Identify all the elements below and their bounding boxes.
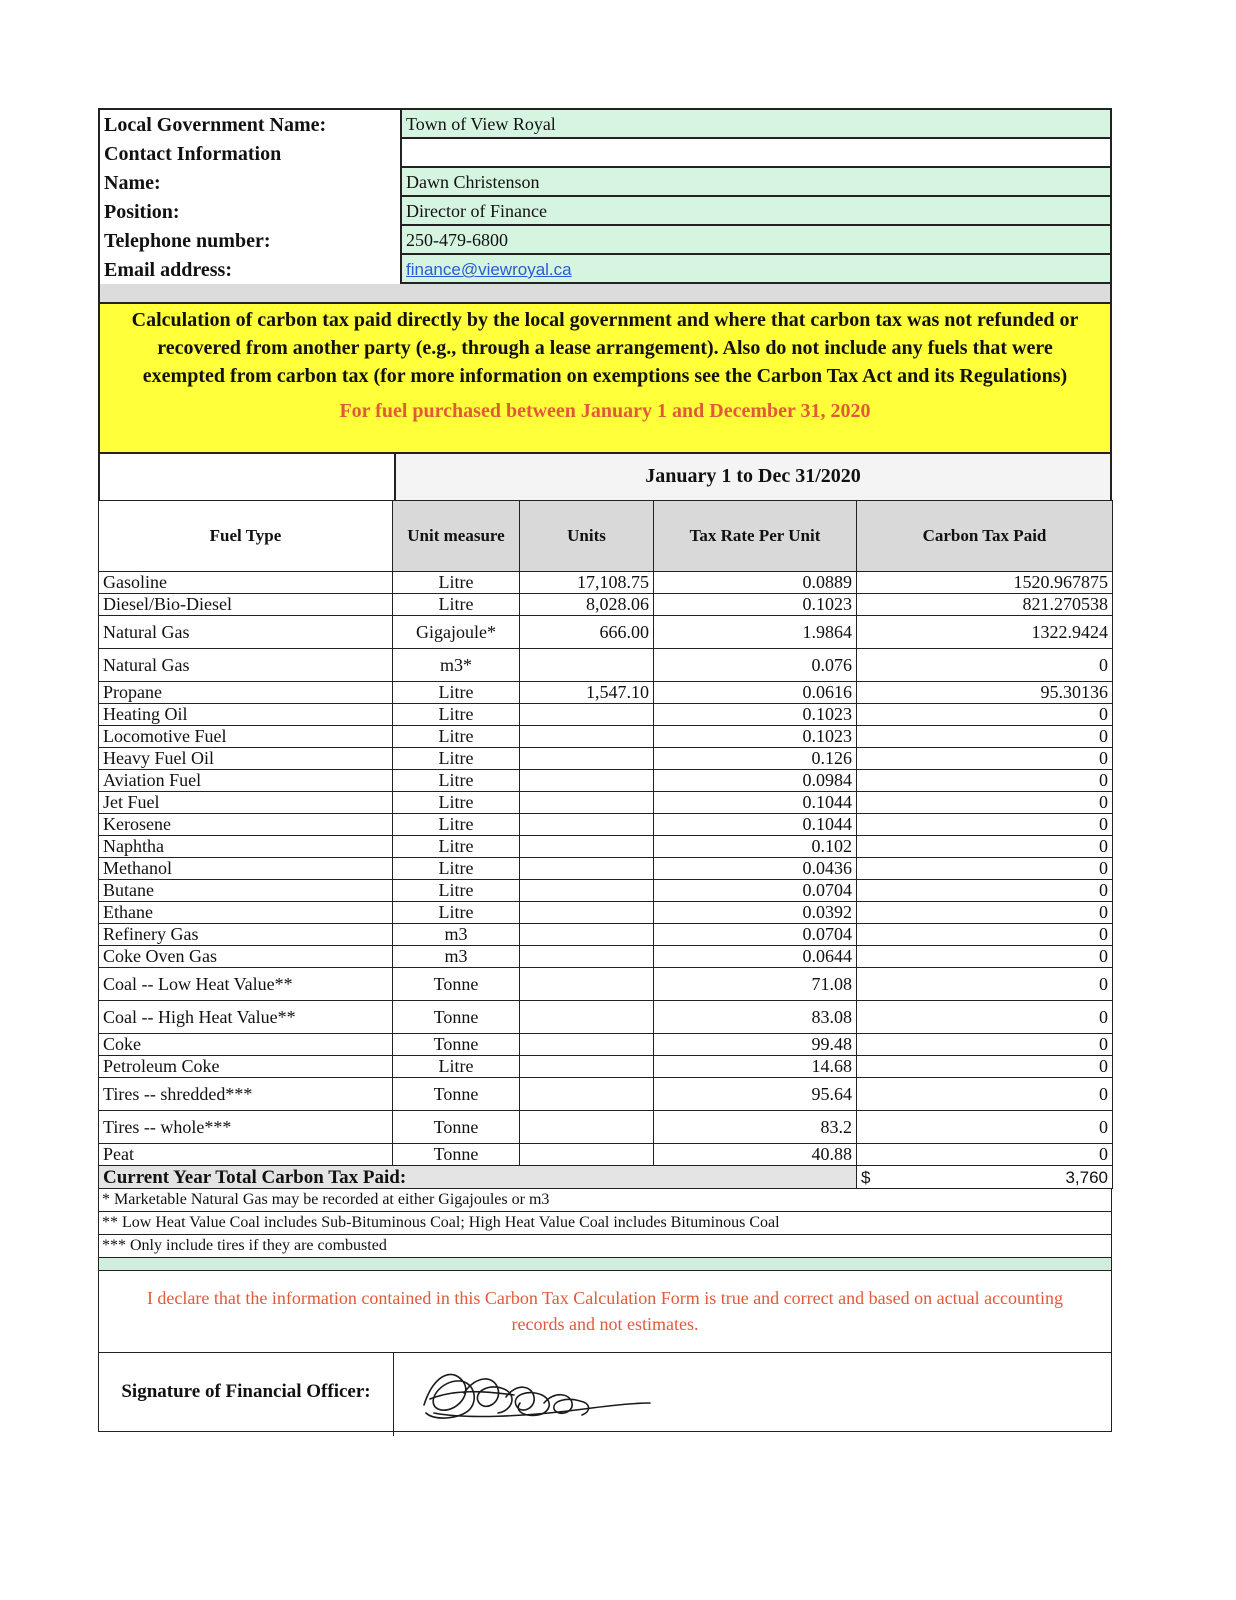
unit-measure-cell: Litre xyxy=(393,594,520,616)
unit-measure-cell: Gigajoule* xyxy=(393,616,520,649)
units-cell xyxy=(520,836,654,858)
table-row xyxy=(99,748,1113,770)
table-row xyxy=(99,726,1113,748)
total-row xyxy=(99,1166,1113,1189)
tax-rate-cell: 0.1044 xyxy=(654,792,857,814)
fuel-type-cell: Coke Oven Gas xyxy=(99,946,393,968)
fuel-type-cell: Kerosene xyxy=(99,814,393,836)
units-cell xyxy=(520,968,654,1001)
table-row xyxy=(99,946,1113,968)
units-cell xyxy=(520,792,654,814)
fuel-type-cell: Heavy Fuel Oil xyxy=(99,748,393,770)
fuel-type-cell: Jet Fuel xyxy=(99,792,393,814)
unit-measure-cell: m3* xyxy=(393,649,520,682)
tax-rate-cell: 0.1023 xyxy=(654,704,857,726)
fuel-type-cell: Locomotive Fuel xyxy=(99,726,393,748)
table-row xyxy=(99,902,1113,924)
units-cell xyxy=(520,1056,654,1078)
unit-measure-cell: Litre xyxy=(393,836,520,858)
fuel-type-cell: Tires -- whole*** xyxy=(99,1111,393,1144)
fuel-table-body xyxy=(99,572,1113,1166)
col-units: Units xyxy=(520,501,654,572)
unit-measure-cell: Tonne xyxy=(393,1078,520,1111)
units-cell xyxy=(520,1034,654,1056)
tax-rate-cell: 83.2 xyxy=(654,1111,857,1144)
fuel-type-cell: Gasoline xyxy=(99,572,393,594)
units-cell xyxy=(520,858,654,880)
email-label: Email address: xyxy=(104,259,232,281)
carbon-tax-cell: 0 xyxy=(857,704,1113,726)
tax-rate-cell: 1.9864 xyxy=(654,616,857,649)
units-cell xyxy=(520,649,654,682)
contact-information-label: Contact Information xyxy=(104,143,282,165)
carbon-tax-cell: 821.270538 xyxy=(857,594,1113,616)
col-tax-rate: Tax Rate Per Unit xyxy=(654,501,857,572)
telephone-value: 250-479-6800 xyxy=(400,226,1110,255)
signature-area xyxy=(393,1353,1111,1436)
table-header-row xyxy=(99,501,1113,572)
fuel-type-cell: Naphtha xyxy=(99,836,393,858)
declaration-text: I declare that the information contained in this Carbon Tax Calculation Form is true and correct and based on actual accounting records and not estimates. xyxy=(98,1271,1112,1353)
table-row xyxy=(99,968,1113,1001)
tax-rate-cell: 0.0616 xyxy=(654,682,857,704)
tax-rate-cell: 0.0889 xyxy=(654,572,857,594)
tax-rate-cell: 0.0392 xyxy=(654,902,857,924)
carbon-tax-cell: 0 xyxy=(857,1056,1113,1078)
carbon-tax-cell: 0 xyxy=(857,649,1113,682)
notice-text: Calculation of carbon tax paid directly by the local government and where that carbon tax was not refunded or recovered from another party (e.g., through a lease arrangement). Also do not include any fuels that were exempted from carbon tax (for more information on exemptions see the Carbon Tax Act and its Regulations) xyxy=(131,309,1079,387)
units-cell xyxy=(520,902,654,924)
tax-rate-cell: 40.88 xyxy=(654,1144,857,1166)
carbon-tax-cell: 0 xyxy=(857,880,1113,902)
carbon-tax-cell: 0 xyxy=(857,748,1113,770)
carbon-tax-cell: 0 xyxy=(857,792,1113,814)
email-link[interactable]: finance@viewroyal.ca xyxy=(406,260,572,279)
units-cell xyxy=(520,946,654,968)
footnote-natural-gas: * Marketable Natural Gas may be recorded at either Gigajoules or m3 xyxy=(98,1189,1112,1212)
units-cell xyxy=(520,880,654,902)
units-cell xyxy=(520,704,654,726)
period-note: For fuel purchased between January 1 and December 31, 2020 xyxy=(339,400,871,422)
period-header-blank xyxy=(100,454,394,500)
carbon-tax-cell: 0 xyxy=(857,902,1113,924)
separator-bar xyxy=(98,284,1112,302)
unit-measure-cell: Litre xyxy=(393,858,520,880)
unit-measure-cell: Tonne xyxy=(393,1001,520,1034)
units-cell xyxy=(520,924,654,946)
units-cell xyxy=(520,1144,654,1166)
table-row xyxy=(99,594,1113,616)
unit-measure-cell: Litre xyxy=(393,748,520,770)
unit-measure-cell: Litre xyxy=(393,814,520,836)
table-row xyxy=(99,704,1113,726)
units-cell xyxy=(520,770,654,792)
fuel-type-cell: Natural Gas xyxy=(99,649,393,682)
telephone-label: Telephone number: xyxy=(104,230,271,252)
table-row xyxy=(99,770,1113,792)
signature-row xyxy=(98,1353,1112,1432)
unit-measure-cell: Litre xyxy=(393,726,520,748)
tax-rate-cell: 0.1023 xyxy=(654,594,857,616)
tax-rate-cell: 0.0436 xyxy=(654,858,857,880)
table-row xyxy=(99,1056,1113,1078)
contact-info-block xyxy=(98,108,1112,284)
tax-rate-cell: 0.0704 xyxy=(654,924,857,946)
signature-label: Signature of Financial Officer: xyxy=(121,1381,371,1402)
table-row xyxy=(99,836,1113,858)
tax-rate-cell: 0.102 xyxy=(654,836,857,858)
carbon-tax-cell: 0 xyxy=(857,924,1113,946)
unit-measure-cell: Tonne xyxy=(393,1111,520,1144)
tax-rate-cell: 14.68 xyxy=(654,1056,857,1078)
fuel-type-cell: Ethane xyxy=(99,902,393,924)
table-row xyxy=(99,1001,1113,1034)
units-cell xyxy=(520,1078,654,1111)
tax-rate-cell: 0.1044 xyxy=(654,814,857,836)
table-row xyxy=(99,792,1113,814)
table-row xyxy=(99,924,1113,946)
units-cell: 17,108.75 xyxy=(520,572,654,594)
footnotes xyxy=(98,1189,1112,1258)
carbon-tax-cell: 0 xyxy=(857,726,1113,748)
carbon-tax-form xyxy=(98,108,1112,1432)
fuel-type-cell: Butane xyxy=(99,880,393,902)
col-carbon-tax: Carbon Tax Paid xyxy=(857,501,1113,572)
handwritten-signature xyxy=(394,1353,694,1431)
table-row xyxy=(99,1144,1113,1166)
fuel-type-cell: Tires -- shredded*** xyxy=(99,1078,393,1111)
unit-measure-cell: Litre xyxy=(393,572,520,594)
fuel-type-cell: Aviation Fuel xyxy=(99,770,393,792)
table-row xyxy=(99,814,1113,836)
period-header-row xyxy=(98,454,1112,500)
fuel-type-cell: Natural Gas xyxy=(99,616,393,649)
contact-information-value xyxy=(400,139,1110,168)
table-row xyxy=(99,1034,1113,1056)
tax-rate-cell: 0.076 xyxy=(654,649,857,682)
local-government-label: Local Government Name: xyxy=(104,114,327,136)
fuel-type-cell: Methanol xyxy=(99,858,393,880)
table-row xyxy=(99,880,1113,902)
unit-measure-cell: Litre xyxy=(393,1056,520,1078)
footnote-coal: ** Low Heat Value Coal includes Sub-Bituminous Coal; High Heat Value Coal includes Bituminous Coal xyxy=(98,1212,1112,1235)
unit-measure-cell: m3 xyxy=(393,946,520,968)
tax-rate-cell: 83.08 xyxy=(654,1001,857,1034)
fuel-type-cell: Propane xyxy=(99,682,393,704)
carbon-tax-cell: 0 xyxy=(857,946,1113,968)
local-government-value: Town of View Royal xyxy=(400,110,1110,139)
tax-rate-cell: 0.0704 xyxy=(654,880,857,902)
fuel-type-cell: Coke xyxy=(99,1034,393,1056)
unit-measure-cell: Litre xyxy=(393,792,520,814)
unit-measure-cell: Tonne xyxy=(393,968,520,1001)
tax-rate-cell: 0.126 xyxy=(654,748,857,770)
carbon-tax-cell: 1322.9424 xyxy=(857,616,1113,649)
total-amount: 3,760 xyxy=(1065,1167,1108,1187)
notice-box xyxy=(98,302,1112,454)
fuel-type-cell: Coal -- Low Heat Value** xyxy=(99,968,393,1001)
unit-measure-cell: Litre xyxy=(393,704,520,726)
col-unit-measure: Unit measure xyxy=(393,501,520,572)
unit-measure-cell: Tonne xyxy=(393,1034,520,1056)
carbon-tax-cell: 0 xyxy=(857,1078,1113,1111)
units-cell: 666.00 xyxy=(520,616,654,649)
units-cell: 1,547.10 xyxy=(520,682,654,704)
position-value: Director of Finance xyxy=(400,197,1110,226)
fuel-type-cell: Diesel/Bio-Diesel xyxy=(99,594,393,616)
tax-rate-cell: 0.0984 xyxy=(654,770,857,792)
carbon-tax-cell: 0 xyxy=(857,1111,1113,1144)
tax-rate-cell: 0.0644 xyxy=(654,946,857,968)
position-label: Position: xyxy=(104,201,180,223)
fuel-type-cell: Heating Oil xyxy=(99,704,393,726)
name-label: Name: xyxy=(104,172,161,194)
name-value: Dawn Christenson xyxy=(400,168,1110,197)
table-row xyxy=(99,1078,1113,1111)
fuel-table xyxy=(98,500,1113,1189)
fuel-type-cell: Coal -- High Heat Value** xyxy=(99,1001,393,1034)
tax-rate-cell: 95.64 xyxy=(654,1078,857,1111)
carbon-tax-cell: 0 xyxy=(857,858,1113,880)
units-cell xyxy=(520,1001,654,1034)
table-row xyxy=(99,616,1113,649)
total-currency: $ xyxy=(861,1167,871,1187)
table-row xyxy=(99,682,1113,704)
tax-rate-cell: 99.48 xyxy=(654,1034,857,1056)
fuel-type-cell: Peat xyxy=(99,1144,393,1166)
tax-rate-cell: 0.1023 xyxy=(654,726,857,748)
carbon-tax-cell: 0 xyxy=(857,968,1113,1001)
fuel-type-cell: Petroleum Coke xyxy=(99,1056,393,1078)
green-separator xyxy=(98,1258,1112,1271)
carbon-tax-cell: 0 xyxy=(857,836,1113,858)
unit-measure-cell: Litre xyxy=(393,770,520,792)
period-header: January 1 to Dec 31/2020 xyxy=(394,454,1110,500)
carbon-tax-cell: 0 xyxy=(857,1001,1113,1034)
unit-measure-cell: m3 xyxy=(393,924,520,946)
carbon-tax-cell: 1520.967875 xyxy=(857,572,1113,594)
table-row xyxy=(99,858,1113,880)
total-label: Current Year Total Carbon Tax Paid: xyxy=(99,1166,857,1189)
unit-measure-cell: Litre xyxy=(393,682,520,704)
col-fuel-type: Fuel Type xyxy=(99,501,393,572)
units-cell xyxy=(520,748,654,770)
carbon-tax-cell: 0 xyxy=(857,814,1113,836)
unit-measure-cell: Litre xyxy=(393,880,520,902)
carbon-tax-cell: 0 xyxy=(857,1144,1113,1166)
units-cell: 8,028.06 xyxy=(520,594,654,616)
email-value xyxy=(400,255,1110,284)
carbon-tax-cell: 0 xyxy=(857,1034,1113,1056)
carbon-tax-cell: 95.30136 xyxy=(857,682,1113,704)
total-amount-cell xyxy=(857,1166,1113,1189)
units-cell xyxy=(520,726,654,748)
units-cell xyxy=(520,1111,654,1144)
unit-measure-cell: Litre xyxy=(393,902,520,924)
table-row xyxy=(99,649,1113,682)
footnote-tires: *** Only include tires if they are combusted xyxy=(98,1235,1112,1258)
table-row xyxy=(99,1111,1113,1144)
units-cell xyxy=(520,814,654,836)
tax-rate-cell: 71.08 xyxy=(654,968,857,1001)
table-row xyxy=(99,572,1113,594)
fuel-type-cell: Refinery Gas xyxy=(99,924,393,946)
unit-measure-cell: Tonne xyxy=(393,1144,520,1166)
carbon-tax-cell: 0 xyxy=(857,770,1113,792)
